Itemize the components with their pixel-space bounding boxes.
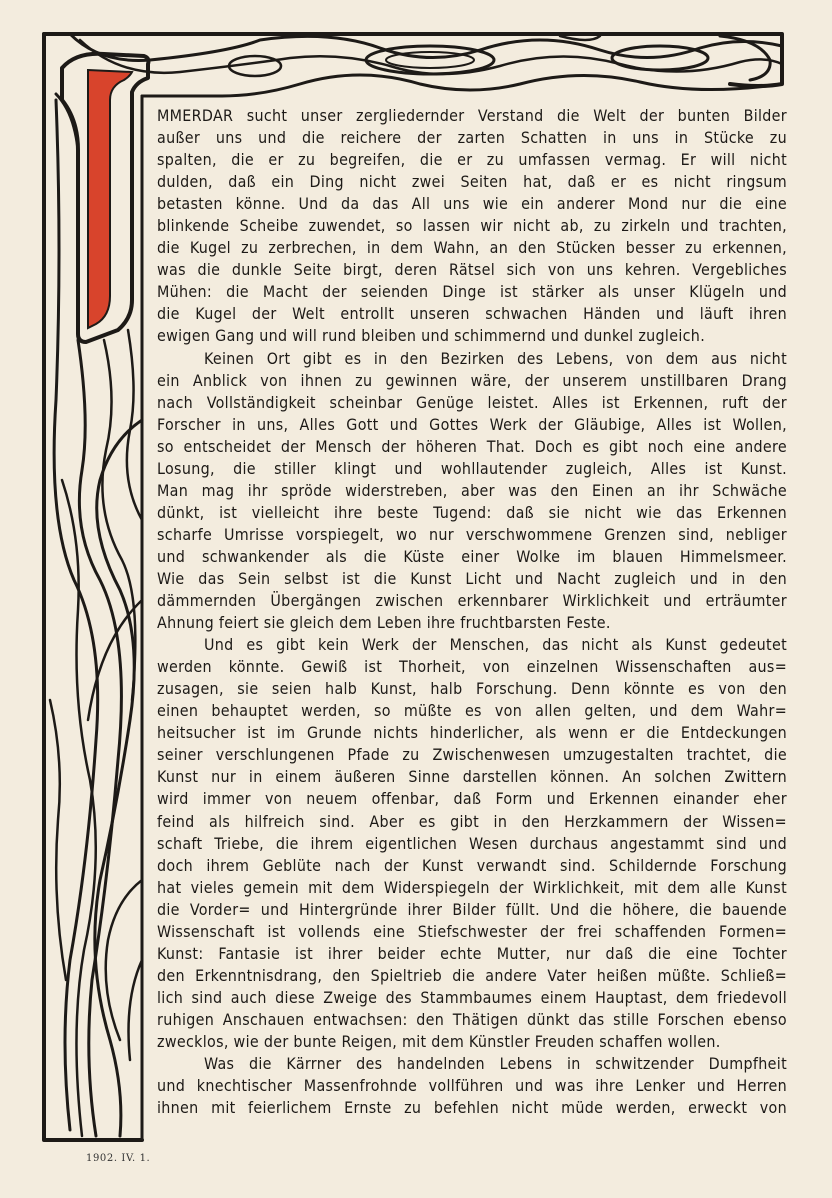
text-line: Mühen: die Macht der seienden Dinge ist stärker als unser Klügeln und: [157, 282, 787, 302]
text-line: so entscheidet der Mensch der höheren That. Doch es gibt noch eine andere: [157, 436, 787, 456]
text-line: doch ihrem Geblüte nach der Kunst verwandt sind. Schildernde Forschung: [157, 855, 787, 875]
paragraph-3: [157, 634, 787, 1053]
text-line: lich sind auch diese Zweige des Stammbaumes einem Hauptast, dem friedevoll: [157, 987, 787, 1007]
text-line: Was die Kärrner des handelnden Lebens in schwitzender Dumpfheit: [204, 1054, 787, 1074]
text-line: ein Anblick von ihnen zu gewinnen wäre, der unserem unstillbaren Drang: [157, 370, 787, 390]
text-line: ewigen Gang und will rund bleiben und schimmernd und dunkel zugleich.: [157, 326, 706, 346]
text-line: Man mag ihr spröde widerstreben, aber was den Einen an ihr Schwäche: [157, 480, 787, 500]
text-line: einen behauptet werden, so müßte es von allen gelten, und dem Wahr=: [157, 701, 787, 721]
text-line: dünkt, ist vielleicht ihre beste Tugend: daß sie nicht wie das Erkennen: [157, 502, 787, 522]
text-line: zusagen, sie seien halb Kunst, halb Forschung. Denn könnte es von den: [157, 679, 787, 699]
text-line: die Vorder= und Hintergründe ihrer Bilder füllt. Und die höhere, die bauende: [157, 899, 787, 919]
text-line: MMERDAR sucht unser zergliedernder Verstand die Welt der bunten Bilder: [157, 106, 787, 125]
text-line: Ahnung feiert sie gleich dem Leben ihre fruchtbarsten Feste.: [157, 613, 611, 633]
text-line: seiner verschlungenen Pfade zu Zwischenwesen umzugestalten trachtet, die: [157, 745, 787, 765]
text-line: spalten, die er zu begreifen, die er zu umfassen vermag. Er will nicht: [157, 150, 787, 170]
text-line: dämmernden Übergängen zwischen erkennbarer Wirklichkeit und erträumter: [157, 591, 787, 611]
paragraph-1: [157, 105, 787, 348]
text-line: und schwankender als die Küste einer Wolke im blauen Himmelsmeer.: [157, 546, 787, 566]
text-line: zwecklos, wie der bunte Reigen, mit dem Künstler Freuden schaffen wollen.: [157, 1031, 721, 1051]
text-line: und knechtischer Massenfrohnde vollführen und was ihre Lenker und Herren: [157, 1076, 787, 1096]
text-line: den Erkenntnisdrang, den Spieltrieb die andere Vater heißen müßte. Schließ=: [157, 965, 787, 985]
paragraph-4: [157, 1053, 787, 1119]
text-line: betasten könne. Und da das All uns wie ein anderer Mond nur die eine: [157, 194, 787, 214]
text-line: Forscher in uns, Alles Gott und Gottes Werk der Gläubige, Alles ist Wollen,: [157, 414, 787, 434]
text-line: scharfe Umrisse vorspiegelt, wo nur verschwommene Grenzen sind, nebliger: [157, 524, 787, 544]
text-line: Kunst nur in einem äußeren Sinne darstellen können. An solchen Zwittern: [157, 767, 787, 787]
text-line: die Kugel der Welt entrollt unseren schwachen Händen und läuft ihren: [157, 304, 787, 324]
text-line: Keinen Ort gibt es in den Bezirken des Lebens, von dem aus nicht: [204, 348, 787, 368]
text-line: Wie das Sein selbst ist die Kunst Licht und Nacht zugleich und in den: [157, 568, 787, 588]
text-line: Kunst: Fantasie ist ihrer beider echte Mutter, nur daß die eine Tochter: [157, 943, 787, 963]
print-signature: 1902. IV. 1.: [86, 1153, 151, 1164]
article-body: [157, 105, 787, 1119]
text-line: nach Vollständigkeit scheinbar Genüge leistet. Alles ist Erkennen, ruft der: [157, 392, 787, 412]
text-line: Und es gibt kein Werk der Menschen, das nicht als Kunst gedeutet: [204, 635, 787, 655]
text-line: hat vieles gemein mit dem Widerspiegeln der Wirklichkeit, mit dem alle Kunst: [157, 877, 787, 897]
text-line: werden könnte. Gewiß ist Thorheit, von einzelnen Wissenschaften aus=: [157, 657, 787, 677]
paragraph-2: [157, 348, 787, 635]
text-line: außer uns und die reichere der zarten Schatten in uns in Stücke zu: [157, 128, 787, 148]
text-line: ruhigen Anschauen entwachsen: den Thätigen dünkt das stille Forschen ebenso: [157, 1009, 787, 1029]
text-line: wird immer von neuem offenbar, daß Form und Erkennen einander eher: [157, 789, 787, 809]
text-line: heitsucher ist im Grunde nichts hinderlicher, als wenn er die Entdeckungen: [157, 723, 787, 743]
text-line: feind als hilfreich sind. Aber es gibt in den Herzkammern der Wissen=: [157, 811, 787, 831]
text-line: blinkende Scheibe zuwendet, so lassen wir nicht ab, zu zirkeln und trachten,: [157, 216, 787, 236]
text-line: dulden, daß ein Ding nicht zwei Seiten hat, daß er es nicht ringsum: [157, 172, 787, 192]
text-line: ihnen mit feierlichem Ernste zu befehlen nicht müde werden, erweckt von: [157, 1098, 787, 1118]
text-line: Losung, die stiller klingt und wohllautender zugleich, Alles ist Kunst.: [157, 458, 787, 478]
text-line: schaft Triebe, die ihrem eigentlichen Wesen durchaus angestammt sind und: [157, 833, 787, 853]
text-line: Wissenschaft ist vollends eine Stiefschwester der frei schaffenden Formen=: [157, 921, 787, 941]
text-line: was die dunkle Seite birgt, deren Rätsel sich von uns kehren. Vergebliches: [157, 260, 787, 280]
text-line: die Kugel zu zerbrechen, in dem Wahn, an den Stücken besser zu erkennen,: [157, 238, 787, 258]
